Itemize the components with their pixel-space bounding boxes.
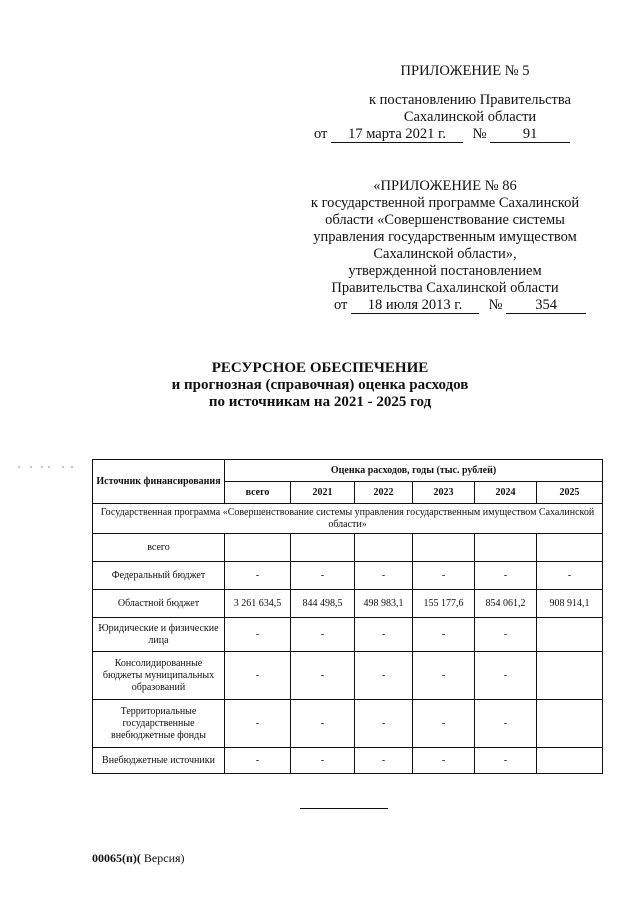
appendix-86-line: Правительства Сахалинской области — [331, 280, 559, 296]
header-source: Источник финансирования — [93, 460, 225, 504]
table-cell: 498 983,1 — [355, 590, 413, 618]
table-cell: - — [225, 652, 291, 700]
table-row — [93, 590, 603, 618]
appendix-5-date-line — [314, 126, 600, 143]
table-row — [93, 652, 603, 700]
header-col-2023: 2023 — [413, 482, 475, 504]
appendix-5-date: 17 марта 2021 г. — [331, 127, 463, 143]
heading-line3: по источникам на 2021 - 2025 год — [208, 394, 432, 410]
program-row: Государственная программа «Совершенствование системы управления государственным имуществом Сахалинской области» — [93, 504, 603, 534]
row-label: всего — [93, 534, 225, 562]
table-cell — [413, 534, 475, 562]
table-cell: - — [225, 748, 291, 774]
appendix-86-number: 354 — [506, 298, 586, 314]
table-cell: 844 498,5 — [291, 590, 355, 618]
appendix-86-date: 18 июля 2013 г. — [351, 298, 479, 314]
header-col-total: всего — [225, 482, 291, 504]
table-row — [93, 618, 603, 652]
header-col-2024: 2024 — [475, 482, 537, 504]
footer-version: Версия) — [140, 851, 185, 865]
table-cell: - — [225, 700, 291, 748]
table-cell: - — [475, 700, 537, 748]
table-cell: - — [291, 562, 355, 590]
table-cell: - — [475, 748, 537, 774]
appendix-5-line2: Сахалинской области — [403, 109, 537, 125]
resource-table — [92, 459, 603, 774]
appendix-86-line: области «Совершенствование системы — [325, 212, 565, 228]
appendix-5-from-label: от — [314, 126, 328, 142]
table-cell: - — [291, 652, 355, 700]
table-cell: - — [413, 700, 475, 748]
appendix-86-line: к государственной программе Сахалинской — [310, 195, 580, 211]
table-cell: - — [475, 652, 537, 700]
scan-specks — [16, 464, 76, 470]
appendix-5-line1: к постановлению Правительства — [369, 92, 571, 108]
table-cell: 3 261 634,5 — [225, 590, 291, 618]
table-cell: 908 914,1 — [537, 590, 603, 618]
row-label: Юридические и физические лица — [93, 618, 225, 652]
table-row — [93, 562, 603, 590]
table-cell: 854 061,2 — [475, 590, 537, 618]
table-cell: - — [291, 700, 355, 748]
appendix-86-from-label: от — [334, 297, 348, 313]
table-cell: - — [291, 748, 355, 774]
header-col-2021: 2021 — [291, 482, 355, 504]
appendix-5-block — [300, 63, 600, 143]
table-cell — [537, 652, 603, 700]
table-cell — [537, 534, 603, 562]
appendix-86-num-label: № — [488, 297, 503, 313]
table-cell — [475, 534, 537, 562]
document-heading — [60, 360, 580, 411]
table-cell — [537, 618, 603, 652]
table-cell: - — [475, 618, 537, 652]
heading-line2: и прогнозная (справочная) оценка расходов — [171, 377, 469, 393]
table-cell: - — [355, 618, 413, 652]
appendix-86-date-line — [334, 297, 600, 314]
table-cell: - — [537, 562, 603, 590]
table-row — [93, 534, 603, 562]
footer-code: 00065(п)( — [92, 851, 141, 865]
table-cell: - — [413, 618, 475, 652]
row-label: Федеральный бюджет — [93, 562, 225, 590]
table-row — [93, 700, 603, 748]
table-cell — [537, 748, 603, 774]
table-cell: - — [225, 562, 291, 590]
header-col-2025: 2025 — [537, 482, 603, 504]
appendix-5-num-label: № — [472, 126, 487, 142]
table-cell: - — [413, 652, 475, 700]
document-footer — [92, 851, 185, 866]
row-label: Областной бюджет — [93, 590, 225, 618]
appendix-86-line: управления государственным имуществом — [313, 229, 577, 245]
table-cell — [291, 534, 355, 562]
table-cell: 155 177,6 — [413, 590, 475, 618]
header-estimate: Оценка расходов, годы (тыс. рублей) — [225, 460, 603, 482]
table-cell: - — [291, 618, 355, 652]
table-cell — [225, 534, 291, 562]
appendix-5-title: ПРИЛОЖЕНИЕ № 5 — [400, 63, 530, 79]
table-cell: - — [355, 748, 413, 774]
row-label: Консолидированные бюджеты муниципальных образований — [93, 652, 225, 700]
table-cell — [355, 534, 413, 562]
appendix-86-block — [290, 178, 600, 314]
row-label: Внебюджетные источники — [93, 748, 225, 774]
row-label: Территориальные государственные внебюджетные фонды — [93, 700, 225, 748]
header-col-2022: 2022 — [355, 482, 413, 504]
table-cell: - — [413, 562, 475, 590]
appendix-86-line: Сахалинской области», — [373, 246, 517, 262]
table-row — [93, 748, 603, 774]
appendix-86-title: «ПРИЛОЖЕНИЕ № 86 — [373, 178, 517, 194]
closing-separator — [300, 808, 388, 809]
table-cell: - — [355, 562, 413, 590]
appendix-86-line: утвержденной постановлением — [348, 263, 542, 279]
table-cell: - — [225, 618, 291, 652]
heading-line1: РЕСУРСНОЕ ОБЕСПЕЧЕНИЕ — [211, 360, 429, 376]
table-cell: - — [355, 700, 413, 748]
table-cell: - — [475, 562, 537, 590]
table-cell: - — [355, 652, 413, 700]
table-cell: - — [413, 748, 475, 774]
table-cell — [537, 700, 603, 748]
appendix-5-number: 91 — [490, 127, 570, 143]
